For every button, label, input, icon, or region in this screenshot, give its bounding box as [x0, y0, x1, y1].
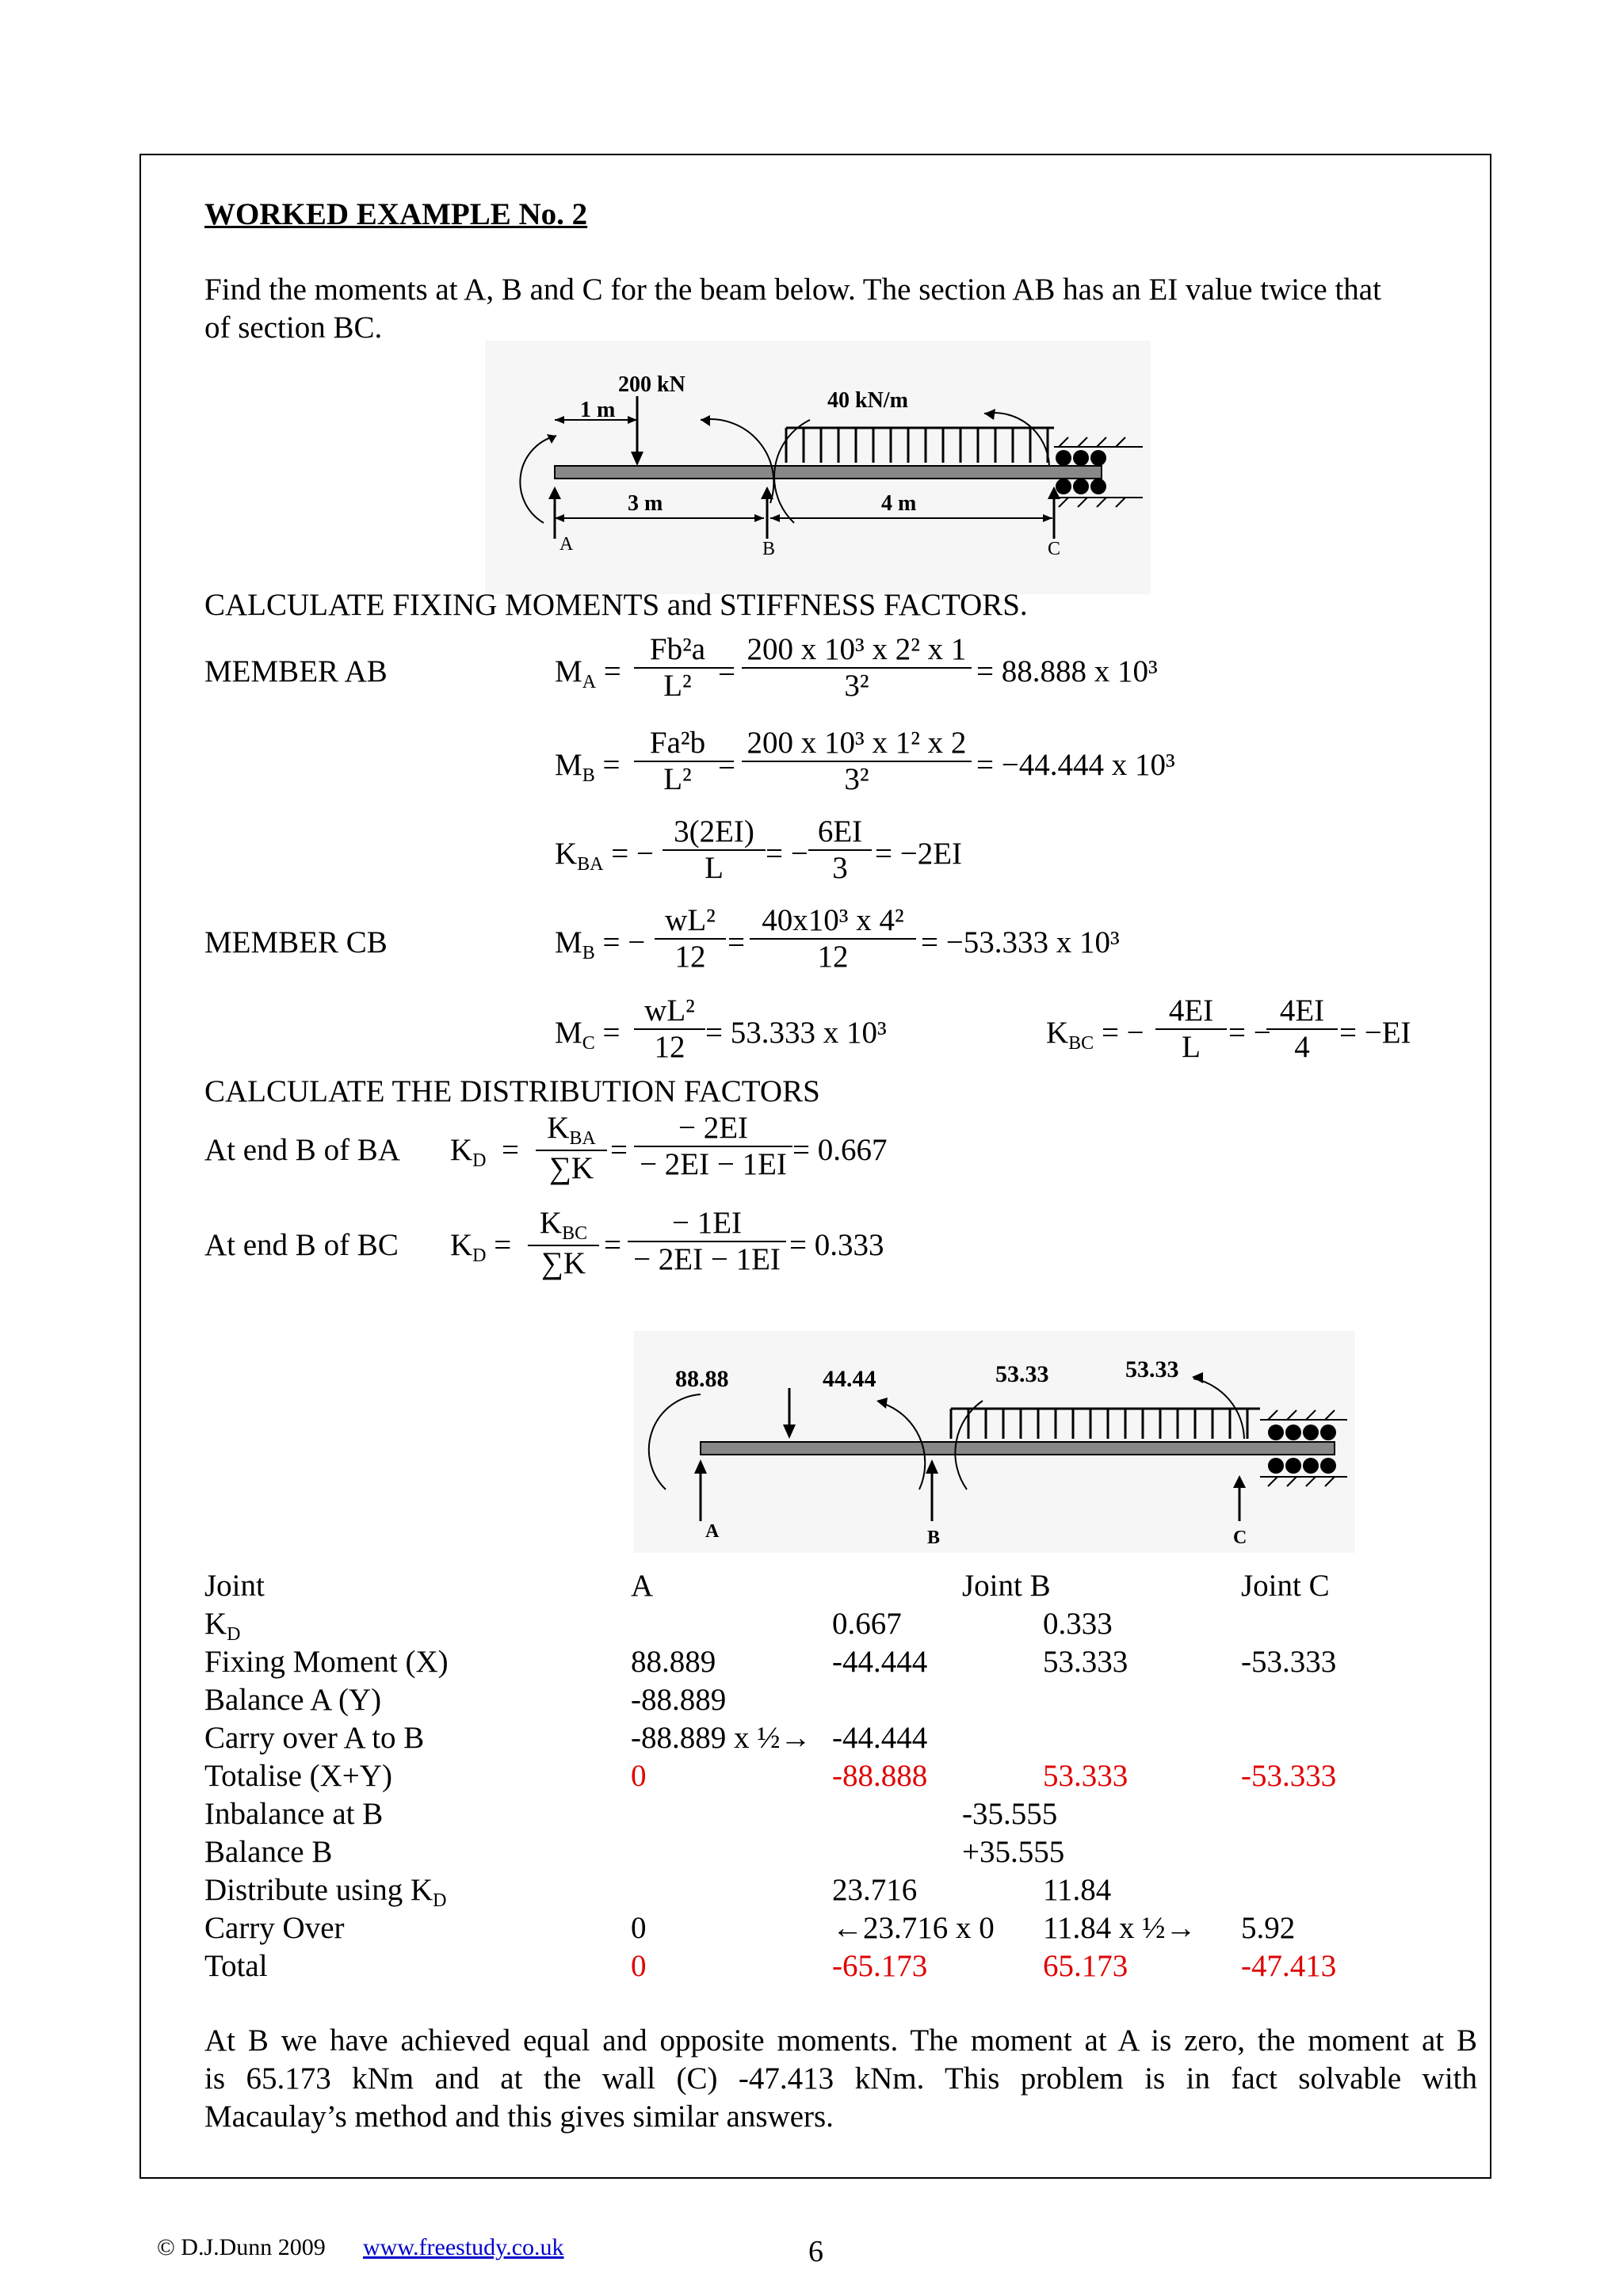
table-cell: 53.333: [1043, 1759, 1128, 1793]
table-cell: +35.555: [962, 1835, 1065, 1869]
row-label: Balance A (Y): [204, 1683, 382, 1717]
kbc-lhs: $K_{BC}$ = −: [1046, 1016, 1144, 1054]
table-cell: -88.888: [832, 1759, 928, 1793]
table-row: [204, 1683, 1393, 1721]
svg-text:C: C: [1048, 539, 1061, 559]
beam-bar: [555, 466, 1102, 479]
row-label: Distribute using $K_D$: [204, 1873, 447, 1911]
mb-frac-2: 200 x 10³ x 1² x 2 3²: [742, 726, 972, 797]
kbc-frac-1: 4EI L: [1155, 994, 1227, 1065]
table-cell: 11.84 x ½→: [1043, 1911, 1197, 1945]
conclusion-line-3: Macaulay’s method and this gives similar answers.: [204, 2100, 834, 2134]
table-row: [204, 1949, 1393, 1987]
section-distribution-title: CALCULATE THE DISTRIBUTION FACTORS: [204, 1074, 820, 1108]
svg-text:53.33: 53.33: [995, 1361, 1049, 1387]
kba-frac-1: 3(2EI) L: [663, 814, 766, 886]
kba-result: = −2EI: [875, 837, 963, 871]
footer-link[interactable]: www.freestudy.co.uk: [363, 2234, 564, 2260]
row-label: Inbalance at B: [204, 1797, 384, 1831]
df-bc-result: = 0.333: [789, 1228, 884, 1262]
intro-line-2: of section BC.: [204, 311, 383, 345]
svg-text:1 m: 1 m: [580, 398, 616, 422]
table-cell: -53.333: [1241, 1645, 1337, 1679]
conclusion-line-1: At B we have achieved equal and opposite moments. The moment at A is zero, the moment at B: [204, 2023, 1477, 2058]
table-cell: 0: [631, 1949, 647, 1983]
table-cell: -44.444: [832, 1721, 928, 1755]
table-row: [204, 1835, 1393, 1873]
eq-sign: =: [604, 1228, 621, 1262]
table-row: [204, 1911, 1393, 1949]
table-row: [204, 1645, 1393, 1683]
svg-text:53.33: 53.33: [1125, 1356, 1179, 1383]
mbc-lhs: $M_B$ = −: [555, 925, 646, 963]
mbc-frac-2: 40x10³ x 4² 12: [750, 903, 916, 974]
table-cell: A: [631, 1569, 654, 1603]
conclusion-line-2: is 65.173 kNm and at the wall (C) -47.413 kNm. This problem is in fact solvable with: [204, 2061, 1477, 2096]
table-cell: Joint B: [962, 1569, 1051, 1603]
svg-text:C: C: [1233, 1527, 1247, 1548]
page-title: WORKED EXAMPLE No. 2: [204, 197, 588, 231]
row-label: Carry Over: [204, 1911, 345, 1945]
ma-lhs: $M_A$ =: [555, 654, 621, 692]
table-cell: -44.444: [832, 1645, 928, 1679]
table-cell: -88.889: [631, 1683, 727, 1717]
kbc-result: = −EI: [1339, 1016, 1411, 1050]
table-cell: -35.555: [962, 1797, 1058, 1831]
table-cell: -65.173: [832, 1949, 928, 1983]
eq-sign: =: [727, 925, 745, 959]
table-cell: -53.333: [1241, 1759, 1337, 1793]
ma-frac-1: Fb²a L²: [634, 632, 721, 704]
table-row: [204, 1569, 1393, 1607]
table-cell: 0: [631, 1911, 647, 1945]
mc-lhs: $M_C$ =: [555, 1016, 621, 1054]
svg-text:4 m: 4 m: [881, 491, 917, 516]
table-cell: 88.889: [631, 1645, 716, 1679]
ma-frac-2: 200 x 10³ x 2² x 1 3²: [742, 632, 972, 704]
table-cell: -47.413: [1241, 1949, 1337, 1983]
table-row: [204, 1797, 1393, 1835]
mc-result: = 53.333 x 10³: [705, 1016, 887, 1050]
kbc-frac-2: 4EI 4: [1266, 994, 1338, 1065]
svg-text:88.88: 88.88: [675, 1366, 729, 1392]
mbc-result: = −53.333 x 10³: [921, 925, 1120, 959]
member-cb-label: MEMBER CB: [204, 925, 388, 959]
mb-frac-1: Fa²b L²: [634, 726, 721, 797]
row-label: $K_D$: [204, 1607, 241, 1645]
beam-diagram-2: [634, 1331, 1355, 1553]
svg-text:3 m: 3 m: [628, 491, 663, 516]
row-label: Total: [204, 1949, 268, 1983]
svg-text:200 kN: 200 kN: [618, 372, 685, 397]
eq-sign: =: [610, 1133, 628, 1167]
kba-frac-2: 6EI 3: [808, 814, 872, 886]
df-bc-kd: $K_D$ =: [450, 1228, 512, 1266]
eq-sign: = −: [766, 837, 808, 871]
df-ba-result: = 0.667: [792, 1133, 888, 1167]
df-ba-frac-1: $K_{BA}$ ∑K: [536, 1111, 607, 1186]
table-cell: Joint C: [1241, 1569, 1330, 1603]
table-cell: 0: [631, 1759, 647, 1793]
table-cell: 53.333: [1043, 1645, 1128, 1679]
table-cell: 5.92: [1241, 1911, 1296, 1945]
svg-text:B: B: [762, 539, 776, 559]
row-label: Carry over A to B: [204, 1721, 425, 1755]
table-row: [204, 1759, 1393, 1797]
table-cell: 0.333: [1043, 1607, 1113, 1641]
eq-sign: =: [718, 654, 735, 688]
eq-sign: =: [718, 748, 735, 782]
mb-result: = −44.444 x 10³: [976, 748, 1175, 782]
df-bc-frac-1: $K_{BC}$ ∑K: [528, 1206, 599, 1281]
table-cell: 23.716: [832, 1873, 918, 1907]
beam-diagram-1: [485, 341, 1151, 594]
svg-text:A: A: [559, 534, 574, 555]
mbc-frac-1: wL² 12: [655, 903, 726, 974]
table-cell: 11.84: [1043, 1873, 1112, 1907]
table-cell: 65.173: [1043, 1949, 1128, 1983]
mb-lhs: $M_B$ =: [555, 748, 621, 786]
df-ba-frac-2: − 2EI − 2EI − 1EI: [634, 1111, 792, 1182]
section-fixing-moments-title: CALCULATE FIXING MOMENTS and STIFFNESS FACTORS.: [204, 588, 1028, 622]
mc-frac-1: wL² 12: [634, 994, 705, 1065]
member-ab-label: MEMBER AB: [204, 654, 388, 688]
table-row: [204, 1721, 1393, 1759]
table-cell: ←23.716 x 0: [832, 1911, 995, 1945]
svg-text:44.44: 44.44: [823, 1366, 876, 1392]
table-row: [204, 1873, 1393, 1911]
df-bc-frac-2: − 1EI − 2EI − 1EI: [628, 1206, 786, 1277]
eq-sign: = −: [1228, 1016, 1271, 1050]
footer-copyright: © D.J.Dunn 2009: [157, 2234, 326, 2260]
svg-text:B: B: [927, 1527, 941, 1548]
row-label: Joint: [204, 1569, 265, 1603]
table-cell: 0.667: [832, 1607, 902, 1641]
beam-bar: [701, 1442, 1335, 1455]
page-number: 6: [808, 2235, 823, 2268]
table-row: [204, 1607, 1393, 1645]
table-cell: -88.889 x ½→: [631, 1721, 812, 1755]
intro-line-1: Find the moments at A, B and C for the beam below. The section AB has an EI value twice that: [204, 273, 1381, 307]
df-ba-kd: $K_D$ =: [450, 1133, 520, 1171]
row-label: Fixing Moment (X): [204, 1645, 449, 1679]
kba-lhs: $K_{BA}$ = −: [555, 837, 655, 875]
df-bc-label: At end B of BC: [204, 1228, 399, 1262]
row-label: Totalise (X+Y): [204, 1759, 392, 1793]
df-ba-label: At end B of BA: [204, 1133, 400, 1167]
svg-text:40 kN/m: 40 kN/m: [827, 388, 908, 413]
row-label: Balance B: [204, 1835, 333, 1869]
ma-result: = 88.888 x 10³: [976, 654, 1158, 688]
svg-text:A: A: [705, 1521, 720, 1542]
